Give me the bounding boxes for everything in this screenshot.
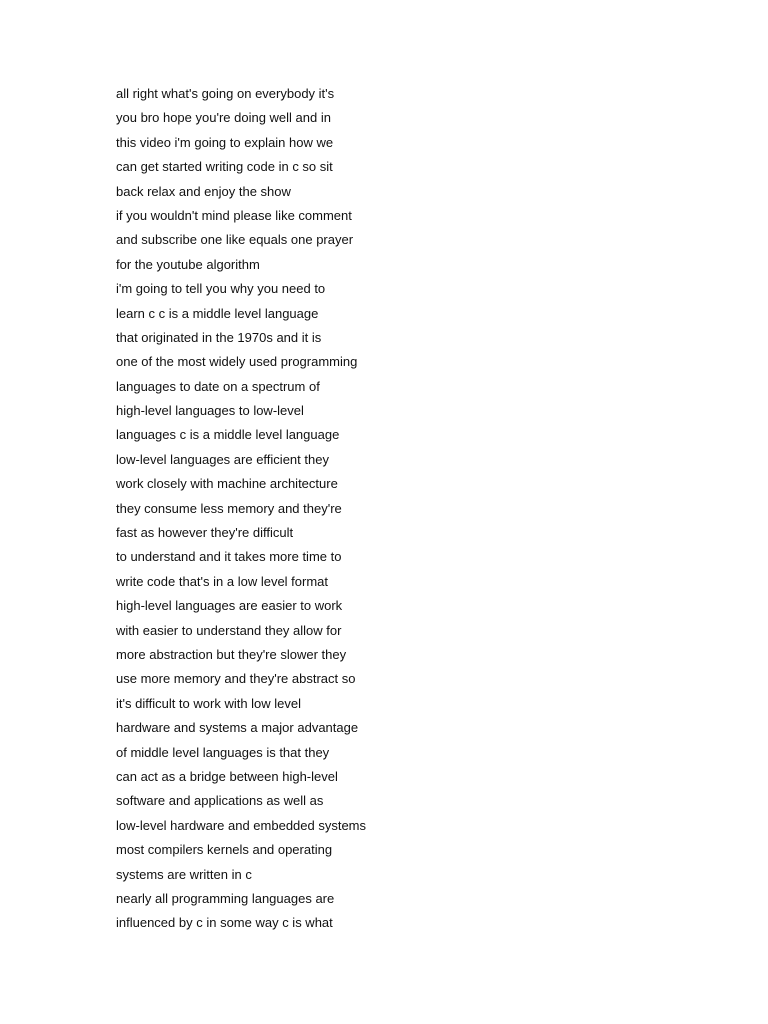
transcript-line: languages to date on a spectrum of [116,378,320,394]
transcript-line: systems are written in c [116,866,252,882]
transcript-line: can get started writing code in c so sit [116,159,333,175]
transcript-line: high-level languages to low-level [116,403,304,419]
transcript-line: back relax and enjoy the show [116,183,291,199]
transcript-line: influenced by c in some way c is what [116,915,333,931]
transcript-line: can act as a bridge between high-level [116,768,338,784]
transcript-line: nearly all programming languages are [116,890,335,906]
transcript-line: most compilers kernels and operating [116,842,333,858]
transcript-line: this video i'm going to explain how we [116,134,334,150]
transcript-line: low-level hardware and embedded systems [116,817,367,833]
transcript-line: for the youtube algorithm [116,256,260,272]
transcript-line: more abstraction but they're slower they [116,646,347,662]
transcript-line: all right what's going on everybody it's [116,86,335,101]
transcript-line: with easier to understand they allow for [116,622,342,638]
transcript-line: hardware and systems a major advantage [116,720,359,736]
transcript-line: it's difficult to work with low level [116,695,302,711]
transcript-line: and subscribe one like equals one prayer [116,232,354,248]
transcript-line: of middle level languages is that they [116,744,330,760]
transcript-line: you bro hope you're doing well and in [116,110,331,126]
transcript-line: they consume less memory and they're [116,500,342,516]
transcript-line: high-level languages are easier to work [116,598,343,614]
transcript-line: learn c c is a middle level language [116,305,319,321]
transcript-line: use more memory and they're abstract so [116,671,356,687]
transcript-text [116,82,366,936]
transcript-line: software and applications as well as [116,793,324,809]
transcript-line: write code that's in a low level format [116,573,329,589]
transcript-line: work closely with machine architecture [116,476,338,492]
transcript-line: fast as however they're difficult [116,525,294,541]
transcript-line: low-level languages are efficient they [116,451,329,467]
transcript-line: that originated in the 1970s and it is [116,329,322,345]
transcript-line: if you wouldn't mind please like comment [116,207,352,223]
transcript-line: to understand and it takes more time to [116,549,342,565]
transcript-line: languages c is a middle level language [116,427,340,443]
transcript-line: one of the most widely used programming [116,354,358,370]
transcript-line: i'm going to tell you why you need to [116,281,326,297]
